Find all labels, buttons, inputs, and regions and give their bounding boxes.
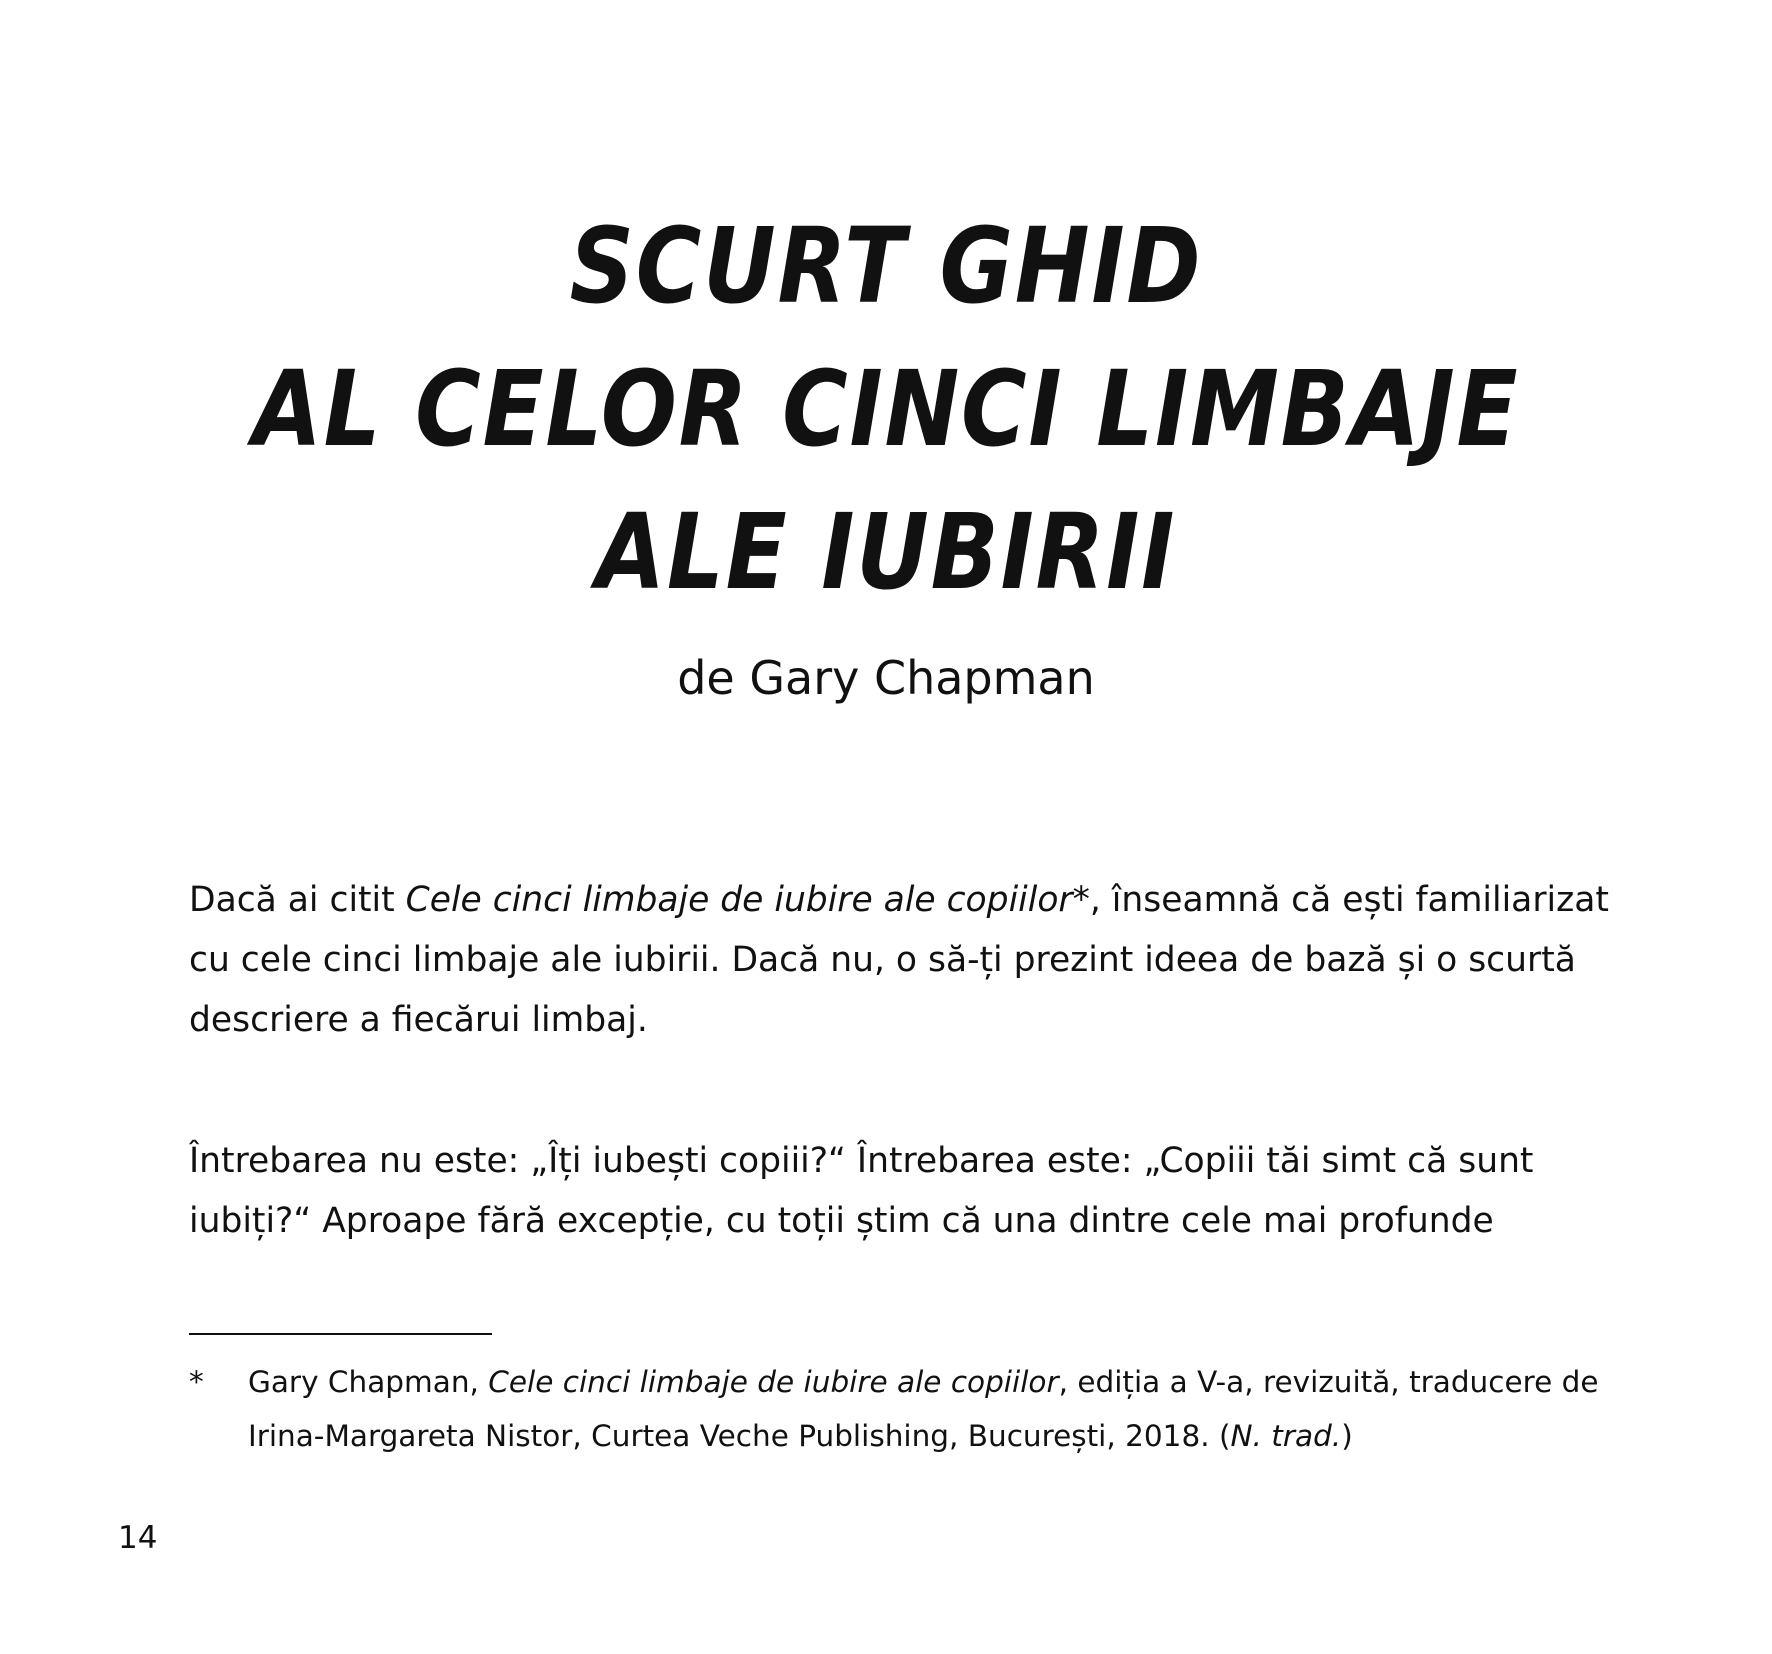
chapter-title: [124, 195, 1648, 624]
footnote-text: [248, 1355, 1599, 1463]
paragraph-intro-line-1: [189, 870, 1609, 930]
chapter-title-line-2: AL CELOR CINCI LIMBAJE: [252, 348, 1520, 470]
paragraph-question: [189, 1131, 1589, 1251]
text-run: Dacă ai citit: [189, 880, 406, 920]
text-run: , înseamnă că ești familiarizat: [1089, 880, 1609, 920]
page-number: 14: [118, 1520, 158, 1556]
footnote-divider: [189, 1333, 492, 1335]
footnote-marker: *: [189, 1365, 204, 1399]
footnote-book-title-italic: Cele cinci limbaje de iubire ale copiilor: [488, 1365, 1059, 1399]
footnote-line-1: [248, 1355, 1599, 1409]
book-title-italic: Cele cinci limbaje de iubire ale copiilor: [405, 880, 1073, 920]
chapter-title-line-3: ALE IUBIRII: [595, 491, 1177, 613]
footnote-reference: *: [1072, 880, 1090, 920]
paragraph-intro: [189, 870, 1609, 1050]
author-byline: de Gary Chapman: [677, 651, 1095, 705]
text-run: Irina-Margareta Nistor, Curtea Veche Publishing, București, 2018. (: [248, 1419, 1231, 1453]
text-run: , ediția a V-a, revizuită, traducere de: [1058, 1365, 1599, 1399]
translator-note-italic: N. trad.: [1230, 1419, 1342, 1453]
text-run: Gary Chapman,: [248, 1365, 489, 1399]
paragraph-intro-line-3: descriere a fiecărui limbaj.: [189, 1000, 648, 1040]
paragraph-question-line-1: Întrebarea nu este: „Îți iubești copiii?“ Întrebarea este: „Copiii tăi simt că sunt: [189, 1141, 1534, 1181]
paragraph-intro-line-2: cu cele cinci limbaje ale iubirii. Dacă nu, o să-ți prezint ideea de bază și o scurtă: [189, 940, 1576, 980]
text-run: ): [1341, 1419, 1353, 1453]
paragraph-question-line-2: iubiți?“ Aproape fără excepție, cu toții știm că una dintre cele mai profunde: [189, 1201, 1494, 1241]
chapter-title-line-1: SCURT GHID: [569, 205, 1203, 327]
footnote-line-2: [248, 1409, 1588, 1463]
